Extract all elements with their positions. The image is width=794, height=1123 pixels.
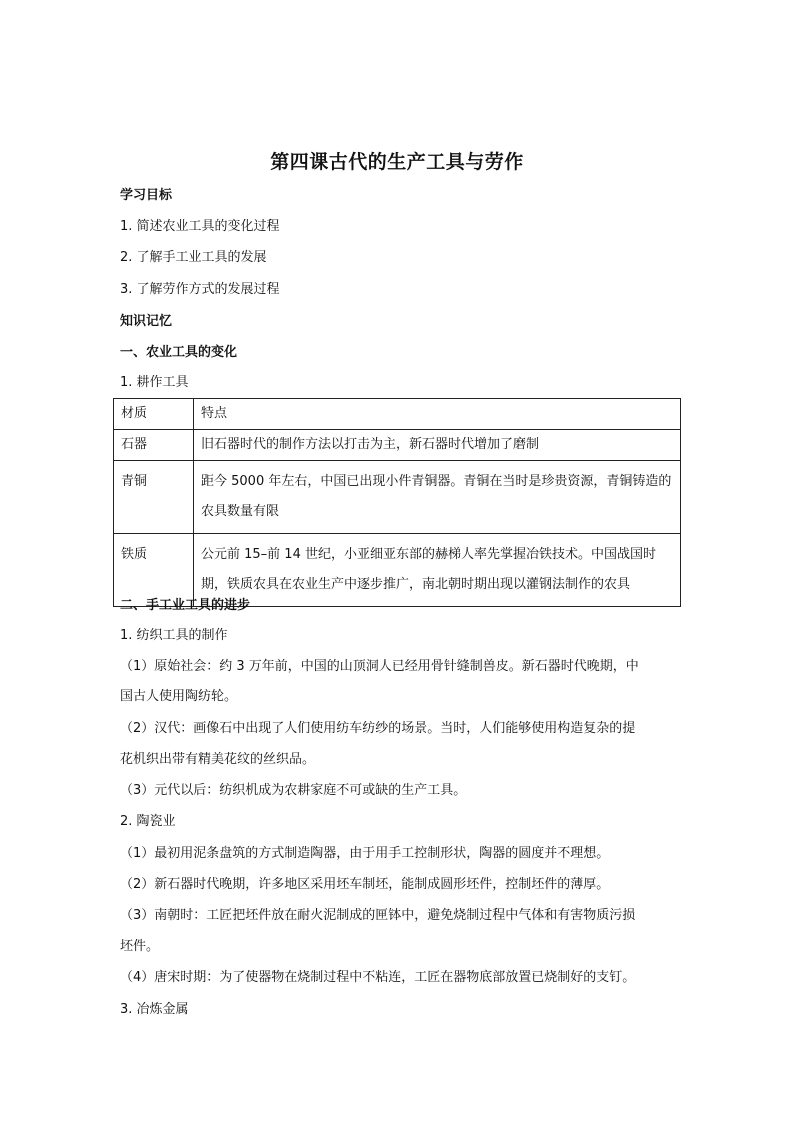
table-cell-material: 铁质 [114,534,194,607]
tools-table [113,398,681,607]
body-line: （3）元代以后：纺织机成为农耕家庭不可或缺的生产工具。 [120,783,467,798]
goal-item: 1. 简述农业工具的变化过程 [120,219,280,234]
section1-subheading: 1. 耕作工具 [120,375,189,390]
knowledge-heading: 知识记忆 [120,314,173,329]
goals-heading: 学习目标 [120,188,173,203]
body-line: 国古人使用陶纺轮。 [120,689,238,704]
table-row [114,461,681,534]
section2-heading: 二、手工业工具的进步 [120,598,251,613]
table-cell-material: 青铜 [114,461,194,534]
table-row [114,430,681,461]
body-line: 2. 陶瓷业 [120,814,176,829]
body-line: （4）唐宋时期：为了使器物在烧制过程中不粘连，工匠在器物底部放置已烧制好的支钉。 [120,970,636,985]
body-line: 3. 冶炼金属 [120,1002,189,1017]
body-line: （2）汉代：画像石中出现了人们使用纺车纺纱的场景。当时，人们能够使用构造复杂的提 [120,721,636,736]
body-line: （1）原始社会：约 3 万年前，中国的山顶洞人已经用骨针缝制兽皮。新石器时代晚期，中 [120,659,639,674]
body-line: 1. 纺织工具的制作 [120,628,228,643]
table-header-cell: 材质 [114,399,194,430]
body-line: 坯件。 [120,939,160,954]
body-line: （1）最初用泥条盘筑的方式制造陶器，由于用手工控制形状，陶器的圆度并不理想。 [120,846,610,861]
table-cell-feature: 距今 5000 年左右，中国已出现小件青铜器。青铜在当时是珍贵资源，青铜铸造的农具数量有限 [194,461,681,534]
page-title: 第四课古代的生产工具与劳作 [270,151,524,173]
table-cell-material: 石器 [114,430,194,461]
table-cell-feature: 公元前 15–前 14 世纪，小亚细亚东部的赫梯人率先掌握冶铁技术。中国战国时期，铁质农具在农业生产中逐步推广，南北朝时期出现以灌钢法制作的农具 [194,534,681,607]
body-line: （3）南朝时：工匠把坯件放在耐火泥制成的匣钵中，避免烧制过程中气体和有害物质污损 [120,908,636,923]
body-line: （2）新石器时代晚期，许多地区采用坯车制坯，能制成圆形坯件，控制坯件的薄厚。 [120,877,610,892]
section1-heading: 一、农业工具的变化 [120,345,238,360]
body-line: 花机织出带有精美花纹的丝织品。 [120,752,316,767]
goal-item: 2. 了解手工业工具的发展 [120,250,267,265]
table-row [114,534,681,607]
goal-item: 3. 了解劳作方式的发展过程 [120,282,280,297]
table-header-cell: 特点 [194,399,681,430]
table-header-row [114,399,681,430]
table-cell-feature: 旧石器时代的制作方法以打击为主，新石器时代增加了磨制 [194,430,681,461]
